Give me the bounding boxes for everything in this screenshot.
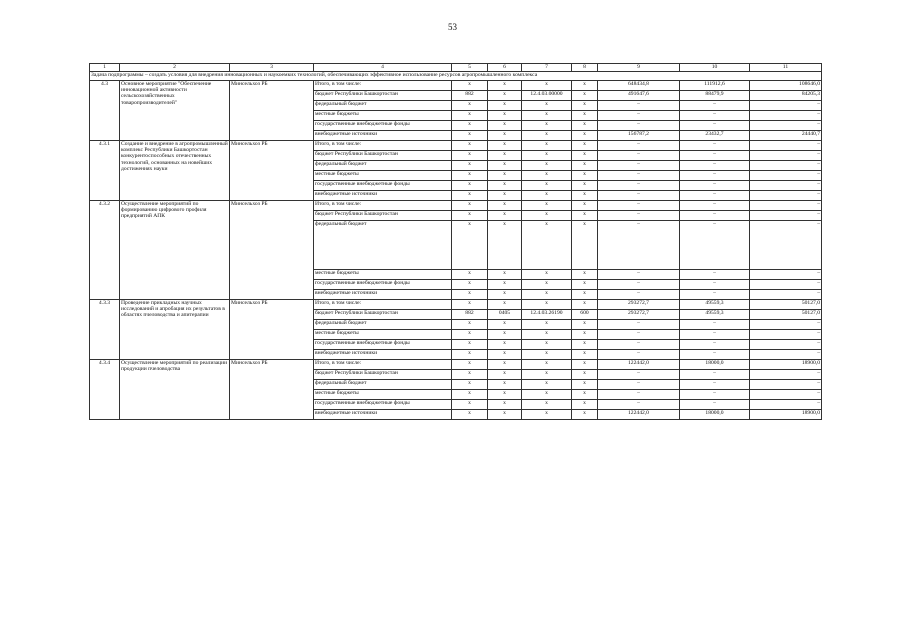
value-cell-c9: – <box>598 390 680 400</box>
funding-source: внебюджетные источники <box>314 191 452 201</box>
value-cell-c7: x <box>522 370 572 380</box>
value-cell-c5: x <box>452 350 488 360</box>
value-cell-c11: 50127,0 <box>750 300 822 310</box>
value-cell-c5: x <box>452 201 488 211</box>
funding-source: Итого, в том числе: <box>314 81 452 91</box>
value-cell-c11: – <box>750 280 822 290</box>
funding-source: государственные внебюджетные фонды <box>314 121 452 131</box>
value-cell-c10: 18000,0 <box>680 410 750 420</box>
table-row <box>90 201 822 211</box>
value-cell-c5: x <box>452 380 488 390</box>
col-number: 10 <box>680 64 750 72</box>
value-cell-c7: x <box>522 400 572 410</box>
value-cell-c11: – <box>750 151 822 161</box>
budget-table <box>89 63 822 420</box>
value-cell-c11: – <box>750 141 822 151</box>
value-cell-c6: x <box>488 111 522 121</box>
value-cell-c7: x <box>522 121 572 131</box>
value-cell-c11: – <box>750 330 822 340</box>
value-cell-c7: x <box>522 141 572 151</box>
value-cell-c6: x <box>488 360 522 370</box>
value-cell-c6: x <box>488 121 522 131</box>
value-cell-c5: x <box>452 171 488 181</box>
value-cell-c5: x <box>452 101 488 111</box>
item-number: 4.3 <box>90 81 120 141</box>
task-text: Задача подпрограммы – создать условия для внедрения инновационных и наукоемких технологий, обеспечивающих эффективное использование ресурсов агропромышленного комплекса <box>90 72 822 81</box>
value-cell-c7: x <box>522 161 572 171</box>
value-cell-c5: x <box>452 111 488 121</box>
value-cell-c10: – <box>680 201 750 211</box>
value-cell-c5: 882 <box>452 310 488 320</box>
col-number: 5 <box>452 64 488 72</box>
value-cell-c8: x <box>572 201 598 211</box>
item-number: 4.3.2 <box>90 201 120 300</box>
funding-source: государственные внебюджетные фонды <box>314 181 452 191</box>
value-cell-c8: x <box>572 340 598 350</box>
value-cell-c5: x <box>452 280 488 290</box>
col-number: 4 <box>314 64 452 72</box>
value-cell-c5: x <box>452 81 488 91</box>
value-cell-c5: x <box>452 330 488 340</box>
value-cell-c9: – <box>598 141 680 151</box>
item-number: 4.3.3 <box>90 300 120 360</box>
value-cell-c11: – <box>750 211 822 221</box>
value-cell-c6: x <box>488 320 522 330</box>
item-number: 4.3.4 <box>90 360 120 420</box>
col-number: 8 <box>572 64 598 72</box>
value-cell-c10: – <box>680 181 750 191</box>
value-cell-c6: x <box>488 181 522 191</box>
value-cell-c7: x <box>522 280 572 290</box>
value-cell-c6: 0405 <box>488 310 522 320</box>
value-cell-c7: x <box>522 191 572 201</box>
funding-source: местные бюджеты <box>314 270 452 280</box>
value-cell-c5: x <box>452 290 488 300</box>
col-number: 1 <box>90 64 120 72</box>
value-cell-c6: x <box>488 101 522 111</box>
value-cell-c9: 122442,0 <box>598 360 680 370</box>
col-number: 3 <box>230 64 314 72</box>
value-cell-c8: x <box>572 300 598 310</box>
value-cell-c8: x <box>572 370 598 380</box>
value-cell-c10: 49559,3 <box>680 300 750 310</box>
value-cell-c10: 23432,7 <box>680 131 750 141</box>
funding-source: бюджет Республики Башкортостан <box>314 151 452 161</box>
value-cell-c9: – <box>598 400 680 410</box>
item-name: Основное мероприятие "Обеспечение инновационной активности сельскохозяйственных товаропроизводителей" <box>120 81 230 141</box>
value-cell-c9: – <box>598 161 680 171</box>
value-cell-c11: 84205,3 <box>750 91 822 101</box>
value-cell-c6: x <box>488 151 522 161</box>
funding-source: внебюджетные источники <box>314 350 452 360</box>
value-cell-c8: x <box>572 270 598 280</box>
value-cell-c10: – <box>680 390 750 400</box>
col-number: 11 <box>750 64 822 72</box>
value-cell-c6: x <box>488 280 522 290</box>
value-cell-c7: x <box>522 201 572 211</box>
value-cell-c7: x <box>522 330 572 340</box>
value-cell-c8: x <box>572 350 598 360</box>
value-cell-c8: x <box>572 111 598 121</box>
value-cell-c11: – <box>750 161 822 171</box>
executor: Минсельхоз РБ <box>230 300 314 360</box>
table-row <box>90 360 822 370</box>
funding-source: местные бюджеты <box>314 390 452 400</box>
value-cell-c5: x <box>452 390 488 400</box>
table-row <box>90 300 822 310</box>
value-cell-c7: x <box>522 211 572 221</box>
value-cell-c5: x <box>452 400 488 410</box>
value-cell-c9: – <box>598 350 680 360</box>
value-cell-c9: – <box>598 111 680 121</box>
value-cell-c10: – <box>680 171 750 181</box>
value-cell-c9: – <box>598 211 680 221</box>
value-cell-c10: – <box>680 380 750 390</box>
value-cell-c6: x <box>488 270 522 280</box>
funding-source: Итого, в том числе: <box>314 201 452 211</box>
value-cell-c6: x <box>488 300 522 310</box>
value-cell-c10: – <box>680 340 750 350</box>
funding-source: федеральный бюджет <box>314 320 452 330</box>
funding-source: федеральный бюджет <box>314 161 452 171</box>
value-cell-c9: – <box>598 191 680 201</box>
value-cell-c6: x <box>488 211 522 221</box>
value-cell-c8: x <box>572 101 598 111</box>
value-cell-c5: x <box>452 161 488 171</box>
value-cell-c6: x <box>488 290 522 300</box>
value-cell-c8: x <box>572 151 598 161</box>
funding-source: федеральный бюджет <box>314 101 452 111</box>
value-cell-c6: x <box>488 81 522 91</box>
funding-source: федеральный бюджет <box>314 380 452 390</box>
value-cell-c5: x <box>452 131 488 141</box>
item-name: Создание и внедрение в агропромышленный комплекс Республики Башкортостан конкурентоспособных отечественных технологий, основанных на новейших достижениях науки <box>120 141 230 201</box>
value-cell-c9: 293272,7 <box>598 310 680 320</box>
funding-source: местные бюджеты <box>314 330 452 340</box>
value-cell-c5: x <box>452 270 488 280</box>
value-cell-c7: x <box>522 181 572 191</box>
value-cell-c6: x <box>488 410 522 420</box>
value-cell-c7: x <box>522 171 572 181</box>
value-cell-c11: – <box>750 400 822 410</box>
value-cell-c6: x <box>488 390 522 400</box>
value-cell-c7: x <box>522 131 572 141</box>
funding-source: федеральный бюджет <box>314 221 452 270</box>
value-cell-c10: 18000,0 <box>680 360 750 370</box>
value-cell-c6: x <box>488 131 522 141</box>
value-cell-c10: – <box>680 280 750 290</box>
value-cell-c9: 122442,0 <box>598 410 680 420</box>
value-cell-c10: – <box>680 290 750 300</box>
value-cell-c10: 111912,6 <box>680 81 750 91</box>
value-cell-c10: – <box>680 350 750 360</box>
value-cell-c8: x <box>572 400 598 410</box>
value-cell-c9: – <box>598 221 680 270</box>
funding-source: бюджет Республики Башкортостан <box>314 310 452 320</box>
value-cell-c8: x <box>572 211 598 221</box>
funding-source: бюджет Республики Башкортостан <box>314 370 452 380</box>
value-cell-c7: x <box>522 270 572 280</box>
value-cell-c9: – <box>598 330 680 340</box>
item-name: Осуществление мероприятий по формированию цифрового профиля предприятий АПК <box>120 201 230 300</box>
value-cell-c7: x <box>522 221 572 270</box>
value-cell-c7: x <box>522 360 572 370</box>
budget-table-wrapper <box>89 63 821 420</box>
value-cell-c8: x <box>572 191 598 201</box>
value-cell-c6: x <box>488 221 522 270</box>
col-number: 7 <box>522 64 572 72</box>
value-cell-c11: – <box>750 340 822 350</box>
value-cell-c6: x <box>488 201 522 211</box>
value-cell-c5: x <box>452 370 488 380</box>
value-cell-c11: – <box>750 101 822 111</box>
value-cell-c10: – <box>680 320 750 330</box>
value-cell-c7: x <box>522 320 572 330</box>
task-row <box>90 72 822 81</box>
value-cell-c9: – <box>598 370 680 380</box>
value-cell-c7: x <box>522 390 572 400</box>
value-cell-c5: x <box>452 340 488 350</box>
value-cell-c11: – <box>750 370 822 380</box>
value-cell-c7: x <box>522 410 572 420</box>
value-cell-c8: 600 <box>572 310 598 320</box>
value-cell-c8: x <box>572 290 598 300</box>
value-cell-c11: – <box>750 221 822 270</box>
value-cell-c7: x <box>522 81 572 91</box>
funding-source: Итого, в том числе: <box>314 360 452 370</box>
item-name: Проведение прикладных научных исследований и апробация их результатов в областях пчеловодства и апитерапии <box>120 300 230 360</box>
value-cell-c8: x <box>572 81 598 91</box>
value-cell-c5: x <box>452 181 488 191</box>
value-cell-c7: x <box>522 300 572 310</box>
value-cell-c8: x <box>572 380 598 390</box>
value-cell-c5: 882 <box>452 91 488 101</box>
value-cell-c10: – <box>680 370 750 380</box>
value-cell-c9: – <box>598 201 680 211</box>
value-cell-c6: x <box>488 330 522 340</box>
value-cell-c10: 49559,3 <box>680 310 750 320</box>
table-row <box>90 81 822 91</box>
funding-source: государственные внебюджетные фонды <box>314 400 452 410</box>
col-number: 9 <box>598 64 680 72</box>
value-cell-c11: – <box>750 201 822 211</box>
value-cell-c7: 12.4.03.00000 <box>522 91 572 101</box>
item-name: Осуществление мероприятий по реализации продукции пчеловодства <box>120 360 230 420</box>
value-cell-c8: x <box>572 330 598 340</box>
funding-source: бюджет Республики Башкортостан <box>314 211 452 221</box>
value-cell-c7: x <box>522 290 572 300</box>
value-cell-c9: – <box>598 171 680 181</box>
value-cell-c8: x <box>572 390 598 400</box>
col-number: 2 <box>120 64 230 72</box>
value-cell-c7: x <box>522 340 572 350</box>
value-cell-c10: – <box>680 211 750 221</box>
executor: Минсельхоз РБ <box>230 360 314 420</box>
value-cell-c9: – <box>598 270 680 280</box>
value-cell-c10: – <box>680 151 750 161</box>
value-cell-c11: – <box>750 171 822 181</box>
value-cell-c10: – <box>680 191 750 201</box>
value-cell-c11: – <box>750 111 822 121</box>
col-number: 6 <box>488 64 522 72</box>
value-cell-c7: x <box>522 350 572 360</box>
value-cell-c8: x <box>572 181 598 191</box>
value-cell-c5: x <box>452 410 488 420</box>
funding-source: государственные внебюджетные фонды <box>314 340 452 350</box>
value-cell-c9: – <box>598 181 680 191</box>
value-cell-c10: – <box>680 221 750 270</box>
item-number: 4.3.1 <box>90 141 120 201</box>
value-cell-c9: – <box>598 151 680 161</box>
value-cell-c5: x <box>452 360 488 370</box>
value-cell-c8: x <box>572 171 598 181</box>
value-cell-c6: x <box>488 171 522 181</box>
value-cell-c10: – <box>680 101 750 111</box>
value-cell-c8: x <box>572 141 598 151</box>
value-cell-c8: x <box>572 320 598 330</box>
value-cell-c10: – <box>680 111 750 121</box>
value-cell-c10: – <box>680 161 750 171</box>
executor: Минсельхоз РБ <box>230 201 314 300</box>
value-cell-c11: – <box>750 181 822 191</box>
value-cell-c5: x <box>452 221 488 270</box>
funding-source: государственные внебюджетные фонды <box>314 280 452 290</box>
value-cell-c8: x <box>572 410 598 420</box>
value-cell-c11: – <box>750 270 822 280</box>
value-cell-c9: – <box>598 101 680 111</box>
value-cell-c10: – <box>680 121 750 131</box>
value-cell-c9: – <box>598 280 680 290</box>
value-cell-c10: – <box>680 141 750 151</box>
value-cell-c10: – <box>680 330 750 340</box>
value-cell-c10: – <box>680 270 750 280</box>
value-cell-c9: – <box>598 121 680 131</box>
value-cell-c11: 108646,0 <box>750 81 822 91</box>
value-cell-c6: x <box>488 400 522 410</box>
value-cell-c8: x <box>572 280 598 290</box>
value-cell-c9: 156787,2 <box>598 131 680 141</box>
value-cell-c6: x <box>488 340 522 350</box>
value-cell-c8: x <box>572 161 598 171</box>
funding-source: внебюджетные источники <box>314 410 452 420</box>
value-cell-c5: x <box>452 191 488 201</box>
value-cell-c9: – <box>598 320 680 330</box>
value-cell-c5: x <box>452 141 488 151</box>
value-cell-c9: – <box>598 290 680 300</box>
value-cell-c7: x <box>522 101 572 111</box>
funding-source: внебюджетные источники <box>314 131 452 141</box>
value-cell-c10: – <box>680 400 750 410</box>
value-cell-c7: x <box>522 111 572 121</box>
value-cell-c11: – <box>750 380 822 390</box>
value-cell-c5: x <box>452 121 488 131</box>
value-cell-c8: x <box>572 121 598 131</box>
executor: Минсельхоз РБ <box>230 81 314 141</box>
value-cell-c6: x <box>488 191 522 201</box>
value-cell-c7: x <box>522 151 572 161</box>
value-cell-c7: 12.4.03.26190 <box>522 310 572 320</box>
value-cell-c6: x <box>488 380 522 390</box>
value-cell-c9: 293272,7 <box>598 300 680 310</box>
value-cell-c11: 18900,0 <box>750 360 822 370</box>
value-cell-c11: – <box>750 320 822 330</box>
value-cell-c10: 88479,9 <box>680 91 750 101</box>
funding-source: бюджет Республики Башкортостан <box>314 91 452 101</box>
value-cell-c7: x <box>522 380 572 390</box>
column-number-row <box>90 64 822 72</box>
funding-source: местные бюджеты <box>314 171 452 181</box>
value-cell-c11: 18900,0 <box>750 410 822 420</box>
value-cell-c11: – <box>750 350 822 360</box>
funding-source: местные бюджеты <box>314 111 452 121</box>
value-cell-c8: x <box>572 360 598 370</box>
value-cell-c6: x <box>488 350 522 360</box>
executor: Минсельхоз РБ <box>230 141 314 201</box>
value-cell-c11: – <box>750 121 822 131</box>
value-cell-c5: x <box>452 300 488 310</box>
value-cell-c11: – <box>750 191 822 201</box>
value-cell-c11: 24440,7 <box>750 131 822 141</box>
funding-source: Итого, в том числе: <box>314 141 452 151</box>
value-cell-c5: x <box>452 211 488 221</box>
value-cell-c9: 648434,8 <box>598 81 680 91</box>
funding-source: Итого, в том числе: <box>314 300 452 310</box>
value-cell-c9: – <box>598 340 680 350</box>
value-cell-c11: – <box>750 390 822 400</box>
funding-source: внебюджетные источники <box>314 290 452 300</box>
table-row <box>90 141 822 151</box>
value-cell-c8: x <box>572 221 598 270</box>
value-cell-c6: x <box>488 91 522 101</box>
value-cell-c6: x <box>488 141 522 151</box>
value-cell-c9: 491647,6 <box>598 91 680 101</box>
value-cell-c8: x <box>572 131 598 141</box>
value-cell-c9: – <box>598 380 680 390</box>
value-cell-c11: 50127,0 <box>750 310 822 320</box>
value-cell-c5: x <box>452 320 488 330</box>
value-cell-c5: x <box>452 151 488 161</box>
value-cell-c6: x <box>488 370 522 380</box>
value-cell-c8: x <box>572 91 598 101</box>
value-cell-c6: x <box>488 161 522 171</box>
value-cell-c11: – <box>750 290 822 300</box>
page-number: 53 <box>448 22 457 32</box>
